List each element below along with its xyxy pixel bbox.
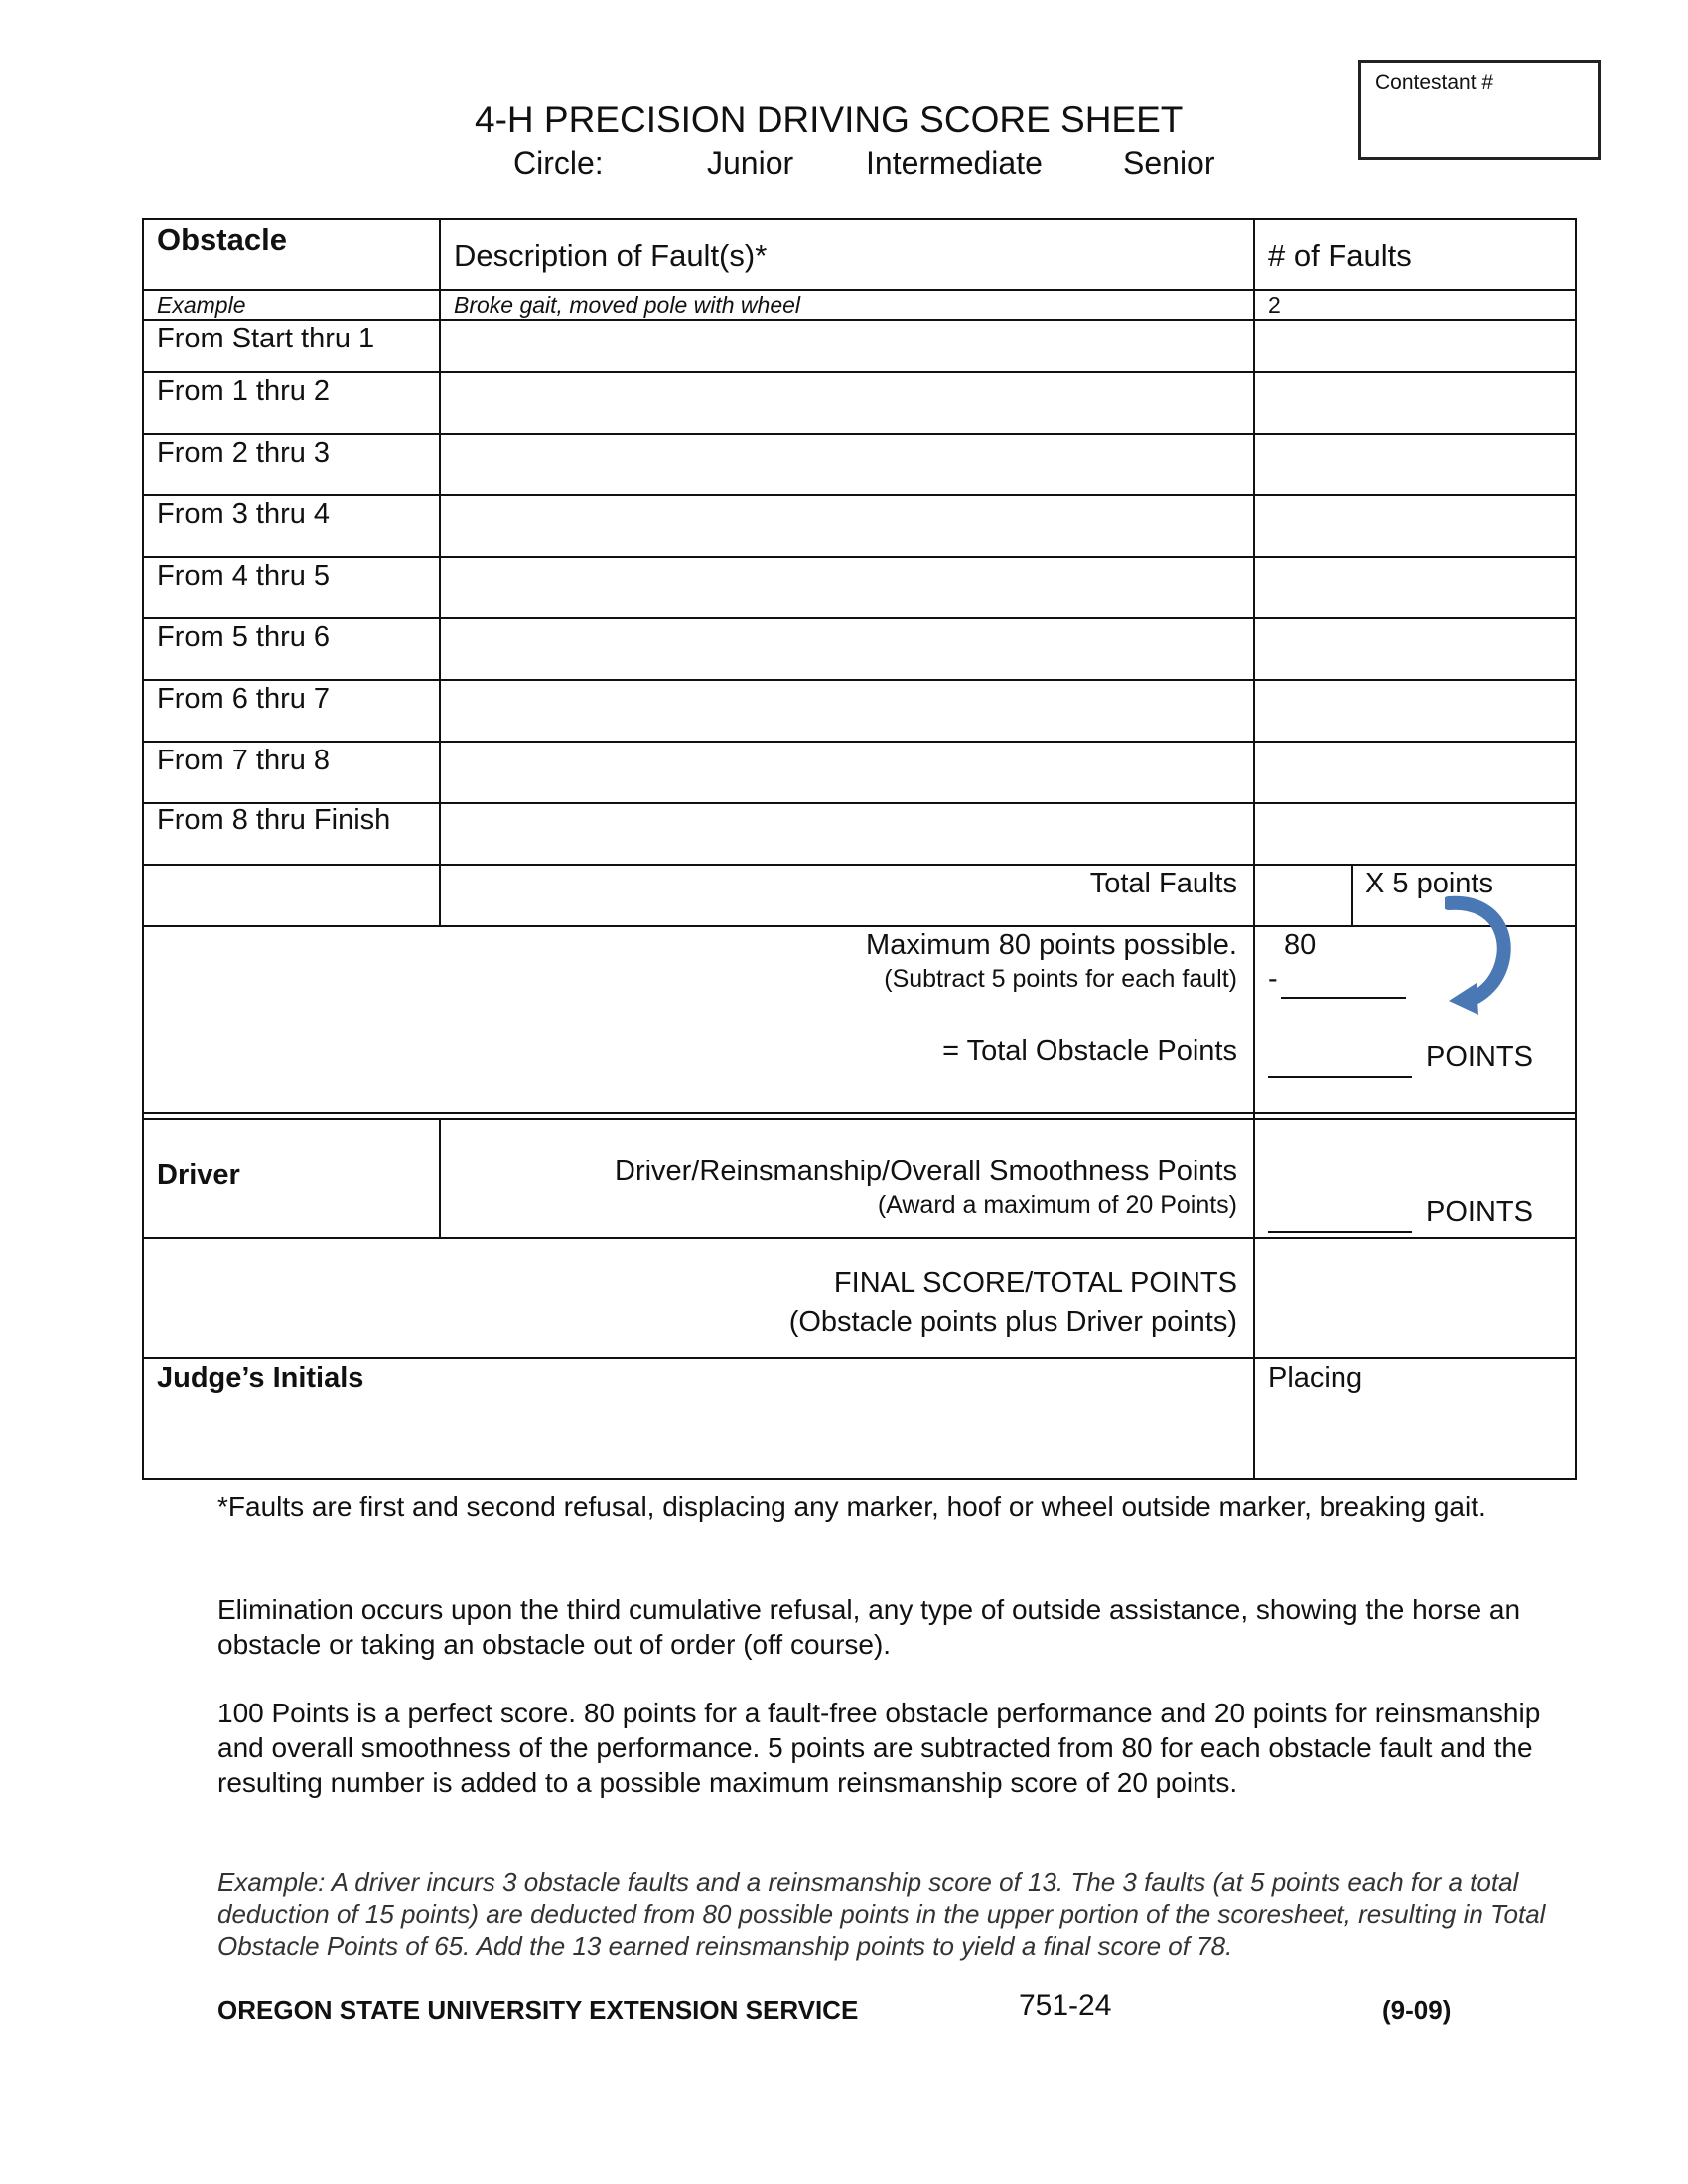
- driver-points-note: (Award a maximum of 20 Points): [877, 1191, 1237, 1219]
- row-obstacle-label: From 5 thru 6: [157, 621, 331, 653]
- row-obstacle-label: From 4 thru 5: [157, 560, 331, 592]
- circle-option-senior[interactable]: Senior: [1123, 145, 1215, 181]
- table-rule: [142, 864, 1577, 866]
- minus-sign: -: [1268, 963, 1278, 995]
- table-rule: [142, 371, 1577, 373]
- footer-date: (9-09): [1382, 1995, 1452, 2025]
- table-rule: [142, 556, 1577, 558]
- contestant-label: Contestant #: [1375, 71, 1494, 94]
- table-rule: [142, 1237, 1577, 1239]
- circle-label: Circle:: [513, 145, 604, 181]
- footer-code: 751-24: [1019, 1989, 1112, 2022]
- table-rule: [142, 494, 1577, 496]
- row-obstacle-label: From 3 thru 4: [157, 498, 331, 530]
- points-label: POINTS: [1426, 1041, 1533, 1073]
- header-description: Description of Fault(s)*: [454, 238, 768, 273]
- faults-footnote: *Faults are first and second refusal, displacing any marker, hoof or wheel outside marker, breaking gait.: [217, 1491, 1486, 1522]
- curved-arrow-icon: [1445, 891, 1524, 1021]
- total-obstacle-label: = Total Obstacle Points: [942, 1035, 1237, 1067]
- total-obstacle-blank[interactable]: [1268, 1046, 1412, 1078]
- final-score-label: FINAL SCORE/TOTAL POINTS: [833, 1267, 1237, 1298]
- scoring-note: 100 Points is a perfect score. 80 points for a fault-free obstacle performance and 20 points for reinsmanship and overall smoothness of the performance. 5 points are subtracted from 80 for each obstacle fault and the resulting number is added to a possible maximum reinsmanship score of 20 points.: [217, 1698, 1541, 1798]
- multiplier-label: X 5 points: [1365, 868, 1493, 899]
- driver-points-blank[interactable]: [1268, 1197, 1412, 1233]
- example-obstacle: Example: [157, 292, 246, 318]
- table-rule: [142, 289, 1577, 291]
- table-rule: [142, 741, 1577, 743]
- circle-option-junior[interactable]: Junior: [707, 145, 794, 181]
- row-obstacle-label: From 7 thru 8: [157, 745, 331, 776]
- example-description: Broke gait, moved pole with wheel: [454, 292, 801, 318]
- example-note: Example: A driver incurs 3 obstacle faults and a reinsmanship score of 13. The 3 faults (at 5 points each for a total deduction of 15 points) are deducted from 80 possible points in the upper portion of the scoresheet, resulting in Total Obstacle Points of 65. Add the 13 earned reinsmanship points to yield a final score of 78.: [217, 1867, 1546, 1961]
- table-rule: [142, 433, 1577, 435]
- row-obstacle-label: From 6 thru 7: [157, 683, 331, 715]
- circle-option-intermediate[interactable]: Intermediate: [866, 145, 1043, 181]
- judge-initials-label: Judge’s Initials: [157, 1362, 364, 1394]
- table-rule: [439, 1118, 441, 1237]
- table-rule: [142, 319, 1577, 321]
- table-rule: [142, 679, 1577, 681]
- table-rule: [142, 1357, 1577, 1359]
- subtract-note: (Subtract 5 points for each fault): [884, 965, 1237, 993]
- driver-points-unit: POINTS: [1426, 1196, 1533, 1228]
- header-obstacle: Obstacle: [157, 222, 287, 257]
- table-rule: [439, 218, 441, 925]
- table-rule: [142, 1112, 1577, 1114]
- table-rule: [142, 617, 1577, 619]
- header-faults: # of Faults: [1268, 238, 1412, 273]
- placing-label: Placing: [1268, 1362, 1363, 1394]
- max-points-value: 80: [1284, 929, 1317, 961]
- maximum-label: Maximum 80 points possible.: [866, 929, 1237, 961]
- row-obstacle-label: From Start thru 1: [157, 323, 375, 354]
- footer-org: OREGON STATE UNIVERSITY EXTENSION SERVICE: [217, 1995, 859, 2025]
- row-obstacle-label: From 8 thru Finish: [157, 804, 391, 836]
- final-score-note: (Obstacle points plus Driver points): [788, 1306, 1237, 1338]
- example-faults: 2: [1268, 292, 1281, 318]
- driver-points-label: Driver/Reinsmanship/Overall Smoothness Points: [615, 1156, 1237, 1187]
- driver-label: Driver: [157, 1160, 240, 1191]
- deduction-blank[interactable]: [1281, 971, 1406, 999]
- elimination-note: Elimination occurs upon the third cumulative refusal, any type of outside assistance, showing the horse an obstacle or taking an obstacle out of order (off course).: [217, 1594, 1521, 1660]
- table-rule: [1253, 218, 1255, 1480]
- table-rule: [142, 1118, 1577, 1120]
- row-obstacle-label: From 2 thru 3: [157, 437, 331, 469]
- row-obstacle-label: From 1 thru 2: [157, 375, 331, 407]
- page-title: 4-H PRECISION DRIVING SCORE SHEET: [475, 99, 1184, 140]
- table-rule: [1351, 864, 1353, 925]
- total-faults-label: Total Faults: [1089, 868, 1237, 899]
- table-rule: [142, 925, 1577, 927]
